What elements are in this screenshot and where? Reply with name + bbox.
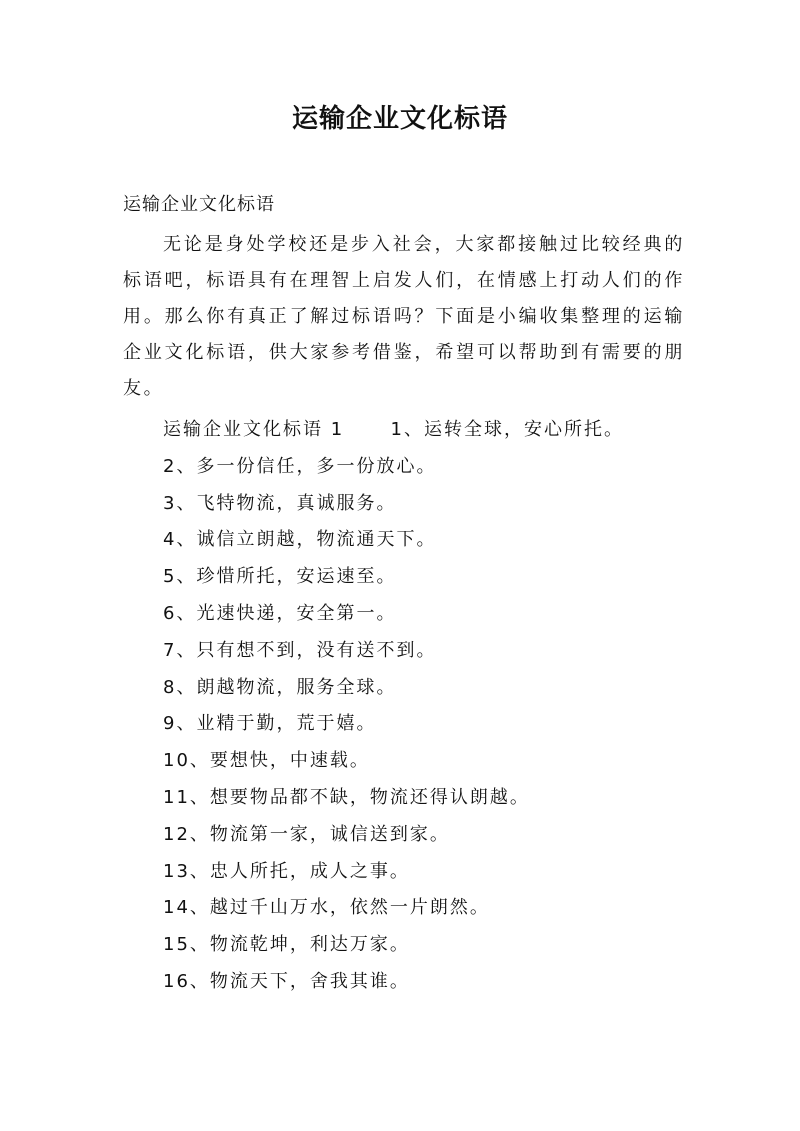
document-subtitle: 运输企业文化标语 [123,194,275,215]
slogan-item: 3、飞特物流，真诚服务。 [163,492,397,514]
slogan-item: 12、物流第一家，诚信送到家。 [163,823,450,845]
slogan-item: 4、诚信立朗越，物流通天下。 [163,529,437,551]
slogan-item: 16、物流天下，舍我其谁。 [163,970,410,992]
slogan-item: 8、朗越物流，服务全球。 [163,676,397,698]
slogan-item: 10、要想快，中速载。 [163,750,370,772]
slogan-item: 14、越过千山万水，依然一片朗然。 [163,897,490,919]
slogan-item: 5、珍惜所托，安运速至。 [163,566,397,588]
slogan-item: 15、物流乾坤，利达万家。 [163,934,410,956]
slogan-item: 运输企业文化标语 1 1、运转全球，安心所托。 [163,419,624,440]
intro-paragraph: 无论是身处学校还是步入社会，大家都接触过比较经典的标语吧，标语具有在理智上启发人们，在情感上打动人们的作用。那么你有真正了解过标语吗？下面是小编收集整理的运输企业文化标语，供大家参考借鉴，希望可以帮助到有需要的朋友。 [123,234,685,399]
document-title: 运输企业文化标语 [291,104,508,134]
slogan-item: 9、业精于勤，荒于嬉。 [163,713,377,735]
slogan-item: 6、光速快递，安全第一。 [163,602,397,624]
slogan-list [163,412,624,1001]
slogan-item: 7、只有想不到，没有送不到。 [163,639,437,661]
slogan-item: 13、忠人所托，成人之事。 [163,860,410,882]
slogan-item: 2、多一份信任，多一份放心。 [163,455,437,477]
slogan-item: 11、想要物品都不缺，物流还得认朗越。 [163,786,530,808]
